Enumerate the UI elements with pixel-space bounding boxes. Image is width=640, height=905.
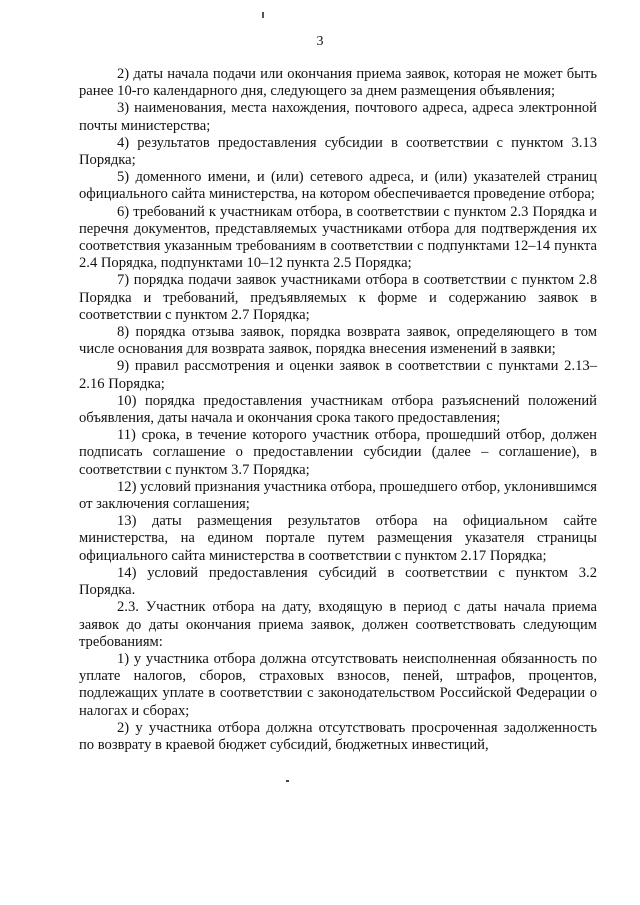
list-item: 11) срока, в течение которого участник отбора, прошедший отбор, должен подписать соглашение о предоставлении субсидии (далее – соглашение), в соответствии с пунктом 3.7 Порядка; xyxy=(79,427,597,478)
list-item: 7) порядка подачи заявок участниками отбора в соответствии с пунктом 2.8 Порядка и требований, предъявляемых к форме и содержанию заявок в соответствии с пунктом 2.7 Порядка; xyxy=(79,272,597,323)
list-item: 5) доменного имени, и (или) сетевого адреса, и (или) указателей страниц официального сайта министерства, на котором обеспечивается проведение отбора; xyxy=(79,169,597,203)
scan-speck xyxy=(286,780,289,782)
list-item: 2) даты начала подачи или окончания приема заявок, которая не может быть ранее 10-го календарного дня, следующего за днем размещения объявления; xyxy=(79,66,597,100)
page-number: 3 xyxy=(316,34,324,49)
list-item: 3) наименования, места нахождения, почтового адреса, адреса электронной почты министерства; xyxy=(79,100,597,134)
list-item: 14) условий предоставления субсидий в соответствии с пунктом 3.2 Порядка. xyxy=(79,564,597,599)
scan-mark xyxy=(262,12,264,18)
list-item: 8) порядка отзыва заявок, порядка возврата заявок, определяющего в том числе основания для возврата заявок, порядка внесения изменений в заявки; xyxy=(79,324,597,358)
list-item: 12) условий признания участника отбора, прошедшего отбор, уклонившимся от заключения соглашения; xyxy=(79,478,597,513)
list-item: 9) правил рассмотрения и оценки заявок в соответствии с пунктами 2.13–2.16 Порядка; xyxy=(79,358,597,392)
list-item: 13) даты размещения результатов отбора на официальном сайте министерства, на едином портале путем размещения указателя страницы официального сайта министерства в соответствии с пунктом 2.17 Порядка; xyxy=(79,513,597,564)
section-paragraph: 2.3. Участник отбора на дату, входящую в период с даты начала приема заявок до даты окончания приема заявок, должен соответствовать следующим требованиям: xyxy=(79,599,597,650)
list-item: 1) у участника отбора должна отсутствовать неисполненная обязанность по уплате налогов, сборов, страховых взносов, пеней, штрафов, процентов, подлежащих уплате в соответствии с законодательством Российской Федерации о налогах и сборах; xyxy=(79,650,597,719)
list-item: 10) порядка предоставления участникам отбора разъяснений положений объявления, даты начала и окончания срока такого предоставления; xyxy=(79,392,597,427)
document-body xyxy=(79,66,597,754)
list-item: 4) результатов предоставления субсидии в соответствии с пунктом 3.13 Порядка; xyxy=(79,134,597,169)
list-item: 6) требований к участникам отбора, в соответствии с пунктом 2.3 Порядка и перечня документов, представляемых участниками отбора для подтверждения их соответствия указанным требованиям в соответствии с подпунктами 12–14 пункта 2.4 Порядка, подпунктами 10–12 пункта 2.5 Порядка; xyxy=(79,203,597,272)
list-item: 2) у участника отбора должна отсутствовать просроченная задолженность по возврату в краевой бюджет субсидий, бюджетных инвестиций, xyxy=(79,719,597,753)
